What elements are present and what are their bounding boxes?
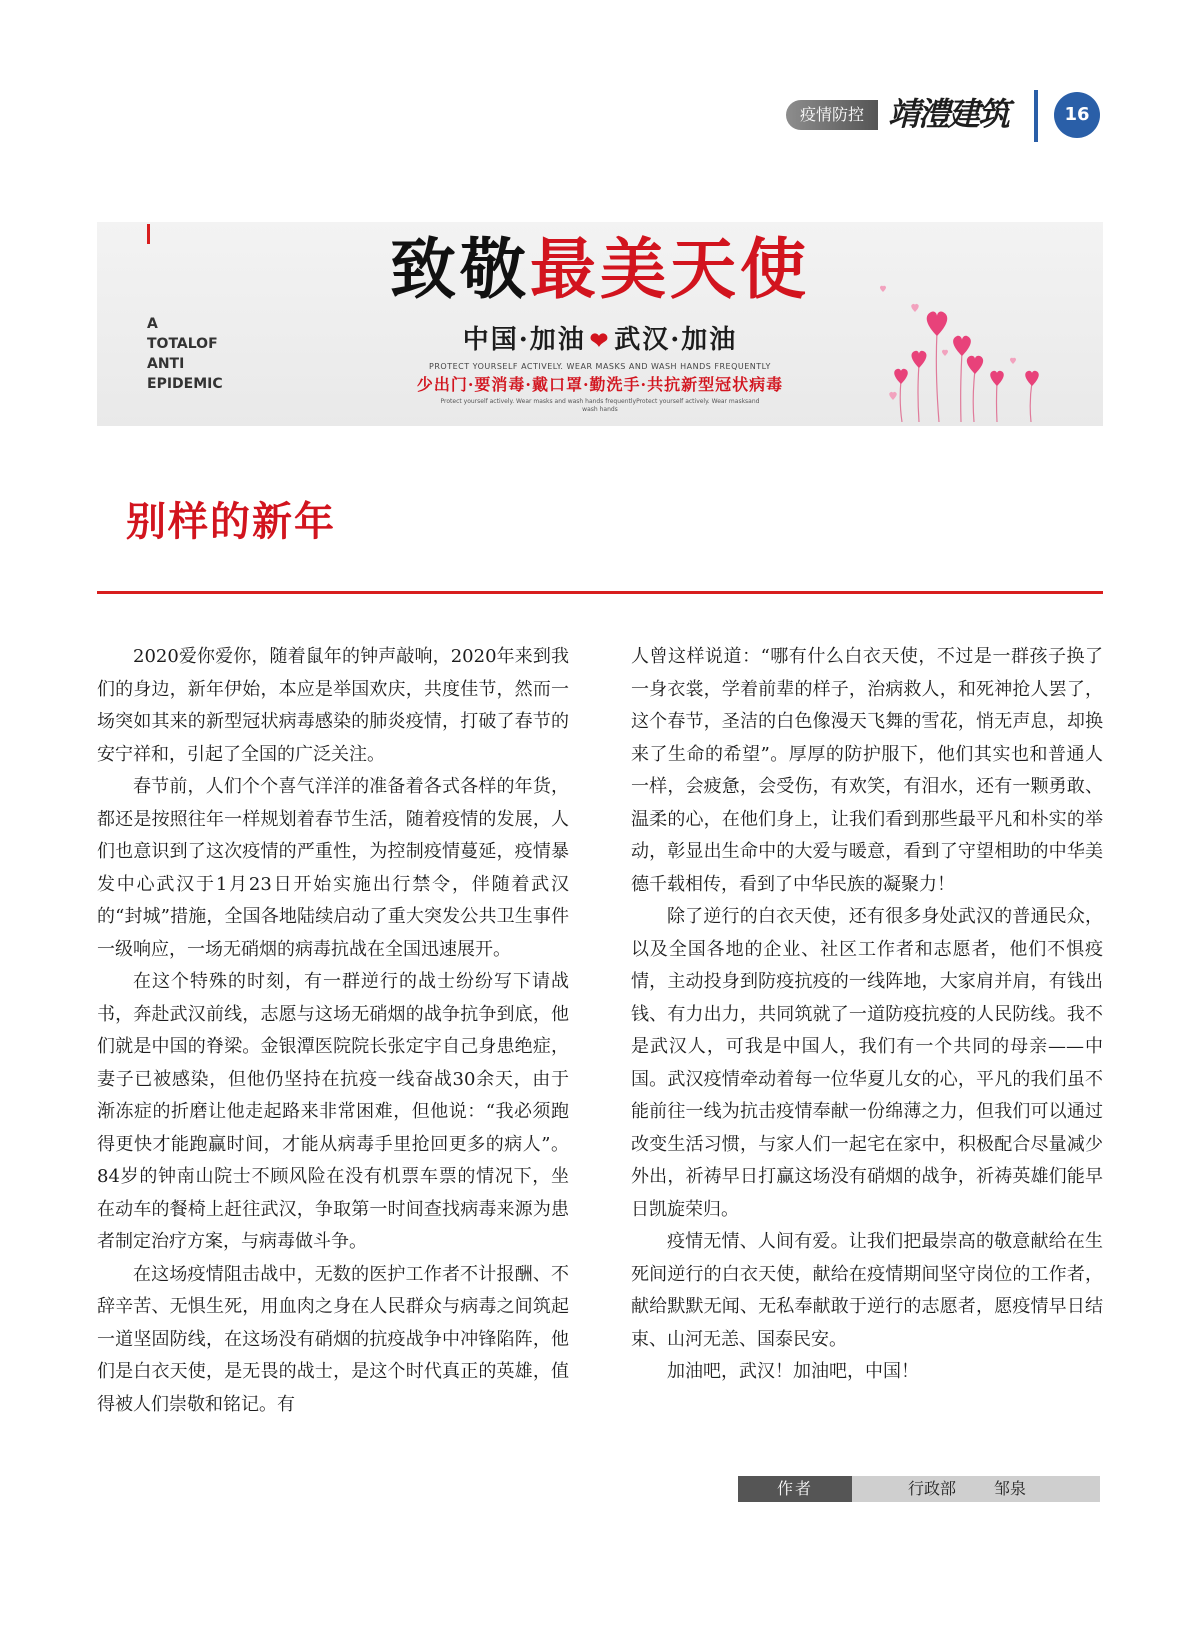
article-column-right [631, 641, 1103, 1389]
banner-side-line: TOTALOF [147, 336, 218, 352]
banner [97, 222, 1103, 426]
author-name: 邹泉 [994, 1479, 1027, 1498]
author-label: 作者 [738, 1476, 852, 1502]
page-number: 16 [1054, 92, 1100, 138]
author-department: 行政部 [908, 1479, 957, 1498]
author-bar [738, 1476, 1100, 1502]
banner-title-red: 最美天使 [530, 231, 810, 308]
slogan-wuhan: 武汉·加油 [614, 325, 738, 355]
article-paragraph: 在这场疫情阻击战中，无数的医护工作者不计报酬、不辞辛苦、无惧生死，用血肉之身在人民群众与病毒之间筑起一道坚固防线，在这场没有硝烟的抗疫战争中冲锋陷阵，他们是白衣天使，是无畏的战士，是这个时代真正的英雄，值得被人们崇敬和铭记。有 [97, 1263, 569, 1415]
article-paragraph: 春节前，人们个个喜气洋洋的准备着各式各样的年货，都还是按照往年一样规划着春节生活，随着疫情的发展，人们也意识到了这次疫情的严重性，为控制疫情蔓延，疫情暴发中心武汉于1月23日开始实施出行禁令，伴随着武汉的“封城”措施，全国各地陆续启动了重大突发公共卫生事件一级响应，一场无硝烟的病毒抗战在全国迅速展开。 [97, 776, 569, 960]
article-paragraph: 2020爱你爱你，随着鼠年的钟声敲响，2020年来到我们的身边，新年伊始，本应是举国欢庆，共度佳节，然而一场突如其来的新型冠状病毒感染的肺炎疫情，打破了春节的安宁祥和，引起了全国的广泛关注。 [97, 646, 569, 765]
banner-side-line: ANTI [147, 356, 185, 372]
magazine-brand-logo: 靖澧建筑 [888, 95, 1009, 133]
article-paragraph-continued: 人曾这样说道：“哪有什么白衣天使，不过是一群孩子换了一身衣裳，学着前辈的样子，治病救人，和死神抢人罢了，这个春节，圣洁的白色像漫天飞舞的雪花，悄无声息，却换来了生命的希望”。厚厚的防护服下，他们其实也和普通人一样，会疲惫，会受伤，有欢笑，有泪水，还有一颗勇敢、温柔的心，在他们身上，让我们看到那些最平凡和朴实的举动，彰显出生命中的大爱与暖意，看到了守望相助的中华美德千载相传，看到了中华民族的凝聚力！ [631, 646, 1103, 895]
banner-english-line: PROTECT YOURSELF ACTIVELY. WEAR MASKS AND WASH HANDS FREQUENTLY [429, 362, 771, 371]
banner-side-line: EPIDEMIC [147, 376, 223, 392]
article-paragraph: 除了逆行的白衣天使，还有很多身处武汉的普通民众，以及全国各地的企业、社区工作者和志愿者，他们不惧疫情，主动投身到防疫抗疫的一线阵地，大家肩并肩，有钱出钱、有力出力，共同筑就了一道防疫抗疫的人民防线。我不是武汉人，可我是中国人，我们有一个共同的母亲——中国。武汉疫情牵动着每一位华夏儿女的心，平凡的我们虽不能前往一线为抗击疫情奉献一份绵薄之力，但我们可以通过改变生活习惯，与家人们一起宅在家中，积极配合尽量减少外出，祈祷早日打赢这场没有硝烟的战争，祈祷英雄们能早日凯旋荣归。 [631, 906, 1103, 1220]
article-column-left [97, 641, 569, 1421]
article-paragraph: 在这个特殊的时刻，有一群逆行的战士纷纷写下请战书，奔赴武汉前线，志愿与这场无硝烟的战争抗争到底，他们就是中国的脊梁。金银潭医院院长张定宇自己身患绝症，妻子已被感染，但他仍坚持在抗疫一线奋战30余天，由于渐冻症的折磨让他走起路来非常困难，但他说：“我必须跑得更快才能跑赢时间，才能从病毒手里抢回更多的病人”。84岁的钟南山院士不顾风险在没有机票车票的情况下，坐在动车的餐椅上赶往武汉，争取第一时间查找病毒来源为患者制定治疗方案，与病毒做斗争。 [97, 971, 569, 1252]
article-title: 别样的新年 [126, 499, 336, 545]
article-paragraph: 疫情无情、人间有爱。让我们把最崇高的敬意献给在生死间逆行的白衣天使，献给在疫情期间坚守岗位的工作者，献给默默无闻、无私奉献敢于逆行的志愿者，愿疫情早日结束、山河无恙、国泰民安。 [631, 1231, 1103, 1350]
banner-small-line: wash hands [582, 406, 618, 413]
title-divider [97, 591, 1103, 594]
banner-chinese-line: 少出门·要消毒·戴口罩·勤洗手·共抗新型冠状病毒 [416, 375, 784, 394]
banner-small-line: Protect yourself actively. Wear masks and wash hands frequentlyProtect yourself actively. Wear masksand [440, 398, 760, 405]
slogan-china: 中国·加油 [462, 325, 586, 355]
heart-icon: ❤ [589, 328, 611, 354]
heart-balloons-icon [857, 252, 1077, 422]
section-tag: 疫情防控 [786, 100, 878, 130]
banner-side-line: A [147, 316, 158, 332]
banner-title-black: 致敬 [390, 231, 530, 308]
article-paragraph: 加油吧，武汉！加油吧，中国！ [667, 1361, 919, 1382]
header-divider [1034, 90, 1038, 142]
